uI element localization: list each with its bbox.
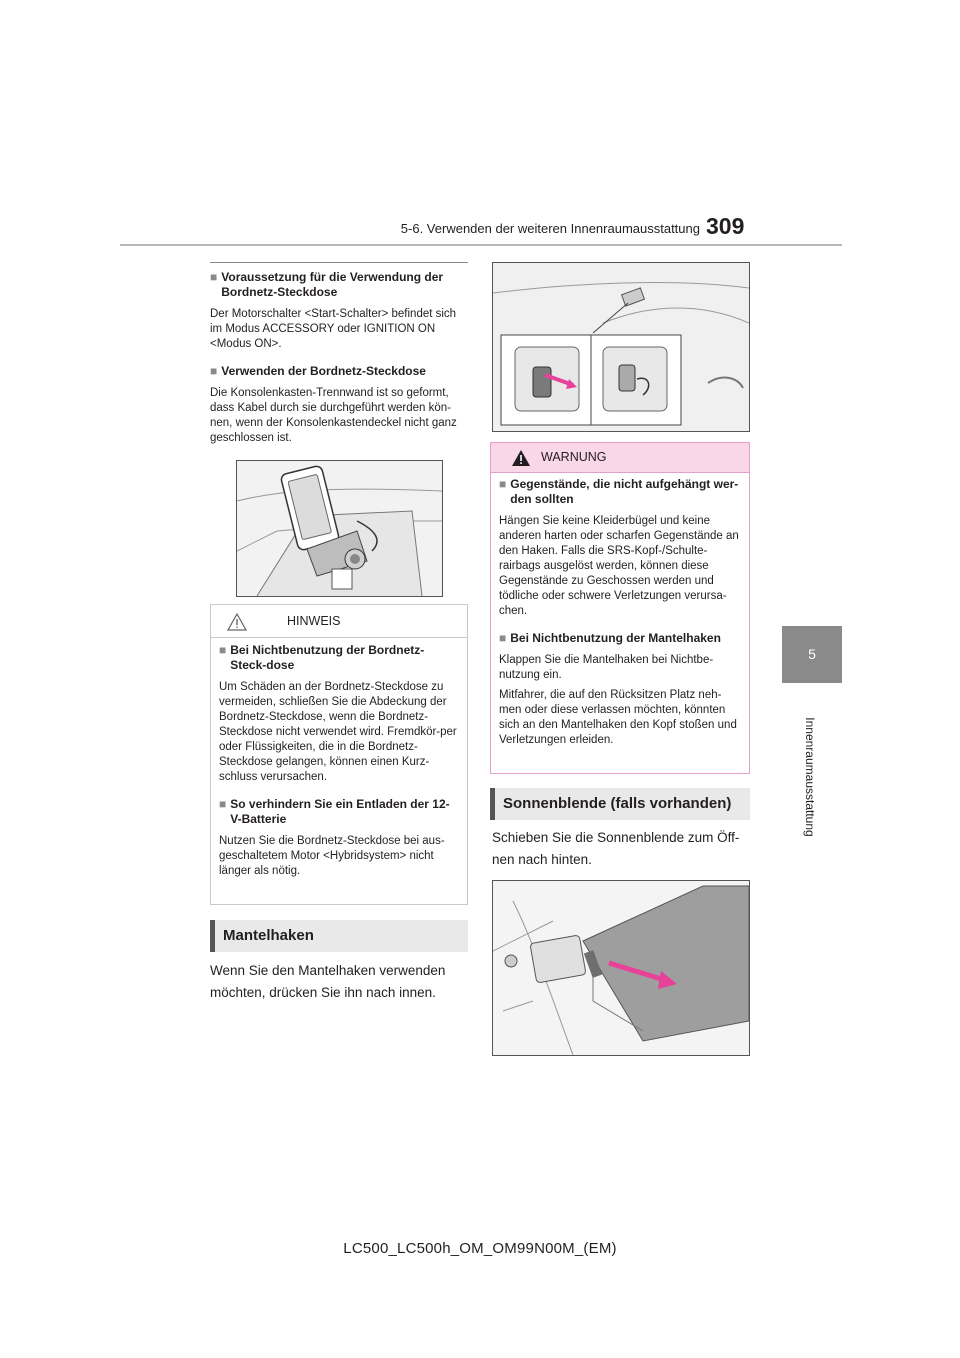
paragraph: Klappen Sie die Mantelhaken bei Nichtbe-nutzung ein. [499, 654, 714, 681]
paragraph: Um Schäden an der Bordnetz-Steckdose zu vermeiden, schließen Sie die Abdeckung der Bordnetz-Steckdose, wenn die Bordnetz-Steckdose nicht verwendet wird. Fremdkör-per oder Flüssigkeiten, die in die Bordnetz-Steckdose gelangen, können einen Kurz-schluss verursachen. [219, 681, 457, 783]
block-voraussetzung [210, 270, 468, 352]
subheading: Verwenden der Bordnetz-Steckdose [221, 364, 426, 378]
header-section-title: 5-6. Verwenden der weiteren Innenraumausstattung [400, 221, 700, 236]
subheading: Bei Nichtbenutzung der Bordnetz-Steck-dose [230, 643, 425, 672]
section-heading-sonnenblende: Sonnenblende (falls vorhanden) [490, 788, 750, 820]
subheading: Voraussetzung für die Verwendung der Bordnetz-Steckdose [221, 270, 444, 299]
figure-sunshade [492, 880, 750, 1056]
square-bullet-icon: ■ [499, 477, 507, 491]
section-top-rule [210, 262, 468, 263]
warning-triangle-icon [511, 449, 531, 467]
chapter-tab[interactable]: 5 [782, 626, 842, 683]
paragraph: Wenn Sie den Mantelhaken verwenden möchten, drücken Sie ihn nach innen. [210, 963, 446, 1000]
warnung-header [491, 443, 749, 473]
hinweis-box [210, 604, 468, 905]
hinweis-header [211, 605, 467, 638]
page-number: 309 [706, 213, 745, 239]
subheading: Gegenstände, die nicht aufgehängt wer-den sollten [510, 477, 739, 506]
power-outlet-illustration [237, 461, 442, 596]
subheading: So verhindern Sie ein Entladen der 12-V-Batterie [230, 797, 450, 826]
figure-coat-hook [492, 262, 750, 432]
block-verwenden [210, 364, 468, 446]
subheading: Bei Nichtbenutzung der Mantelhaken [510, 631, 721, 645]
paragraph: Schieben Sie die Sonnenblende zum Öff-nen nach hinten. [492, 830, 740, 867]
section-heading-mantelhaken: Mantelhaken [210, 920, 468, 952]
square-bullet-icon: ■ [210, 364, 218, 378]
square-bullet-icon: ■ [499, 631, 507, 645]
chapter-tab-title: Innenraumausstattung [803, 717, 817, 837]
paragraph: Der Motorschalter <Start-Schalter> befindet sich im Modus ACCESSORY oder IGNITION ON <Modus ON>. [210, 308, 457, 350]
square-bullet-icon: ■ [210, 270, 218, 284]
header-rule [120, 244, 842, 246]
paragraph: Mitfahrer, die auf den Rücksitzen Platz neh-men oder diese verlassen möchten, könnten sich an den Mantelhaken den Kopf stoßen und Verletzungen erleiden. [499, 689, 737, 746]
square-bullet-icon: ■ [219, 643, 227, 657]
sunshade-illustration [493, 881, 749, 1055]
coat-hook-illustration [493, 263, 749, 431]
warnung-box [490, 442, 750, 774]
warnung-title: WARNUNG [541, 450, 607, 464]
hinweis-title: HINWEIS [287, 614, 341, 628]
figure-power-outlet [236, 460, 443, 597]
paragraph: Nutzen Sie die Bordnetz-Steckdose bei aus-geschaltetem Motor <Hybridsystem> nicht länger als nötig. [219, 835, 445, 877]
square-bullet-icon: ■ [219, 797, 227, 811]
paragraph: Hängen Sie keine Kleiderbügel und keine anderen harten oder scharfen Gegenstände an den Haken. Falls die SRS-Kopf-/Schulte-rairbags ausgelöst werden, können diese Gegenstände zu Geschossen werden und tödliche oder schwere Verletzungen verursa-chen. [499, 515, 739, 617]
footer-document-code: LC500_LC500h_OM_OM99N00M_(EM) [343, 1240, 617, 1257]
paragraph: Die Konsolenkasten-Trennwand ist so geformt, dass Kabel durch sie durchgeführt werden kön-nen, wenn der Konsolenkastendeckel nicht ganz geschlossen ist. [210, 387, 457, 444]
caution-triangle-icon [227, 613, 247, 631]
